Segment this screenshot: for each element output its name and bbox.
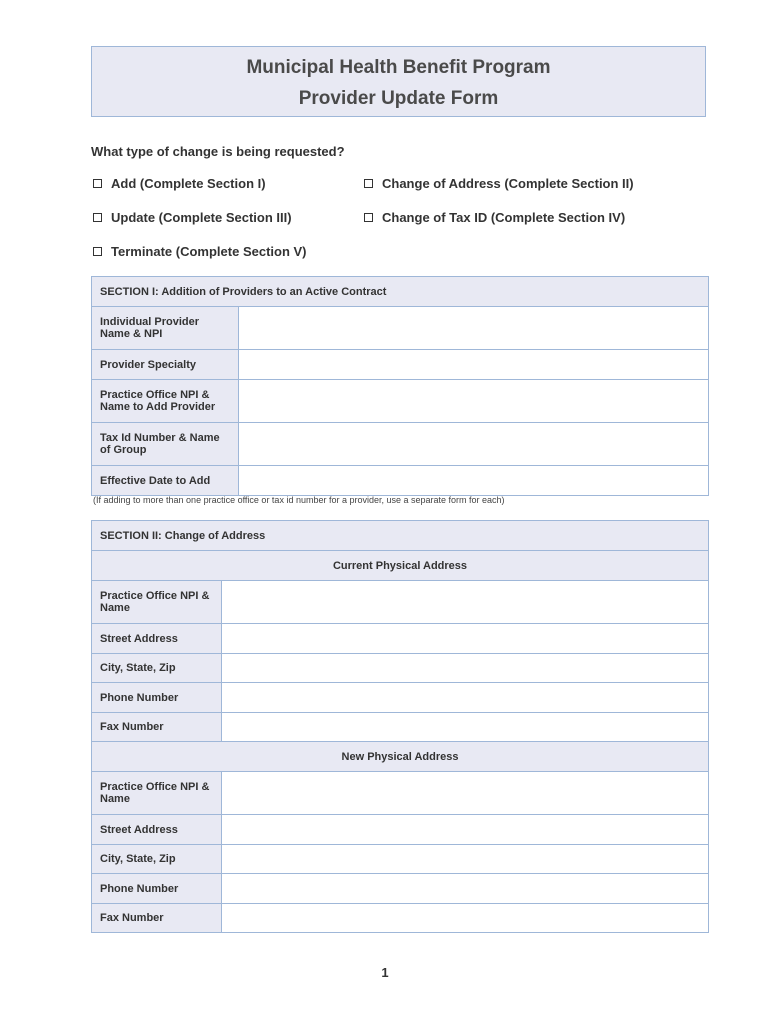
field-label: Street Address	[92, 815, 222, 845]
tax-id-field[interactable]	[239, 423, 709, 466]
field-label: Street Address	[92, 624, 222, 654]
field-label: Practice Office NPI & Name to Add Provider	[92, 380, 239, 423]
option-change-tax-id[interactable]	[364, 210, 625, 225]
new-fax-field[interactable]	[222, 904, 709, 933]
option-change-address[interactable]	[364, 176, 634, 191]
provider-name-npi-field[interactable]	[239, 307, 709, 350]
field-label: Phone Number	[92, 683, 222, 713]
new-city-state-zip-field[interactable]	[222, 845, 709, 874]
current-address-heading: Current Physical Address	[92, 551, 709, 581]
current-city-state-zip-field[interactable]	[222, 654, 709, 683]
current-street-field[interactable]	[222, 624, 709, 654]
field-label: Practice Office NPI & Name	[92, 581, 222, 624]
change-type-question: What type of change is being requested?	[91, 144, 345, 159]
option-label: Change of Tax ID (Complete Section IV)	[382, 210, 626, 225]
new-phone-field[interactable]	[222, 874, 709, 904]
field-label: Individual Provider Name & NPI	[92, 307, 239, 350]
current-practice-npi-field[interactable]	[222, 581, 709, 624]
field-label: Fax Number	[92, 713, 222, 742]
checkbox-icon[interactable]	[93, 179, 102, 188]
section-2-table	[91, 520, 709, 933]
effective-date-field[interactable]	[239, 466, 709, 496]
option-add[interactable]	[93, 176, 266, 191]
field-label: City, State, Zip	[92, 654, 222, 683]
option-label: Terminate (Complete Section V)	[111, 244, 307, 259]
checkbox-icon[interactable]	[364, 213, 373, 222]
checkbox-icon[interactable]	[93, 213, 102, 222]
form-title-box	[91, 46, 706, 117]
field-label: City, State, Zip	[92, 845, 222, 874]
provider-specialty-field[interactable]	[239, 350, 709, 380]
field-label: Phone Number	[92, 874, 222, 904]
program-title: Municipal Health Benefit Program	[246, 57, 551, 78]
field-label: Practice Office NPI & Name	[92, 772, 222, 815]
page-number: 1	[381, 965, 389, 980]
field-label: Tax Id Number & Name of Group	[92, 423, 239, 466]
new-street-field[interactable]	[222, 815, 709, 845]
option-update[interactable]	[93, 210, 292, 225]
section-2-title: SECTION II: Change of Address	[92, 521, 709, 551]
field-label: Effective Date to Add	[92, 466, 239, 496]
checkbox-icon[interactable]	[93, 247, 102, 256]
option-label: Add (Complete Section I)	[111, 176, 266, 191]
option-label: Update (Complete Section III)	[111, 210, 292, 225]
new-address-heading: New Physical Address	[92, 742, 709, 772]
field-label: Provider Specialty	[92, 350, 239, 380]
field-label: Fax Number	[92, 904, 222, 933]
current-phone-field[interactable]	[222, 683, 709, 713]
checkbox-icon[interactable]	[364, 179, 373, 188]
section-1-table	[91, 276, 709, 496]
option-label: Change of Address (Complete Section II)	[382, 176, 634, 191]
section-1-title: SECTION I: Addition of Providers to an Active Contract	[92, 277, 709, 307]
section-1-note: (If adding to more than one practice office or tax id number for a provider, use a separate form for each)	[93, 495, 505, 505]
new-practice-npi-field[interactable]	[222, 772, 709, 815]
option-terminate[interactable]	[93, 244, 307, 259]
form-title: Provider Update Form	[298, 88, 499, 109]
practice-office-npi-field[interactable]	[239, 380, 709, 423]
current-fax-field[interactable]	[222, 713, 709, 742]
